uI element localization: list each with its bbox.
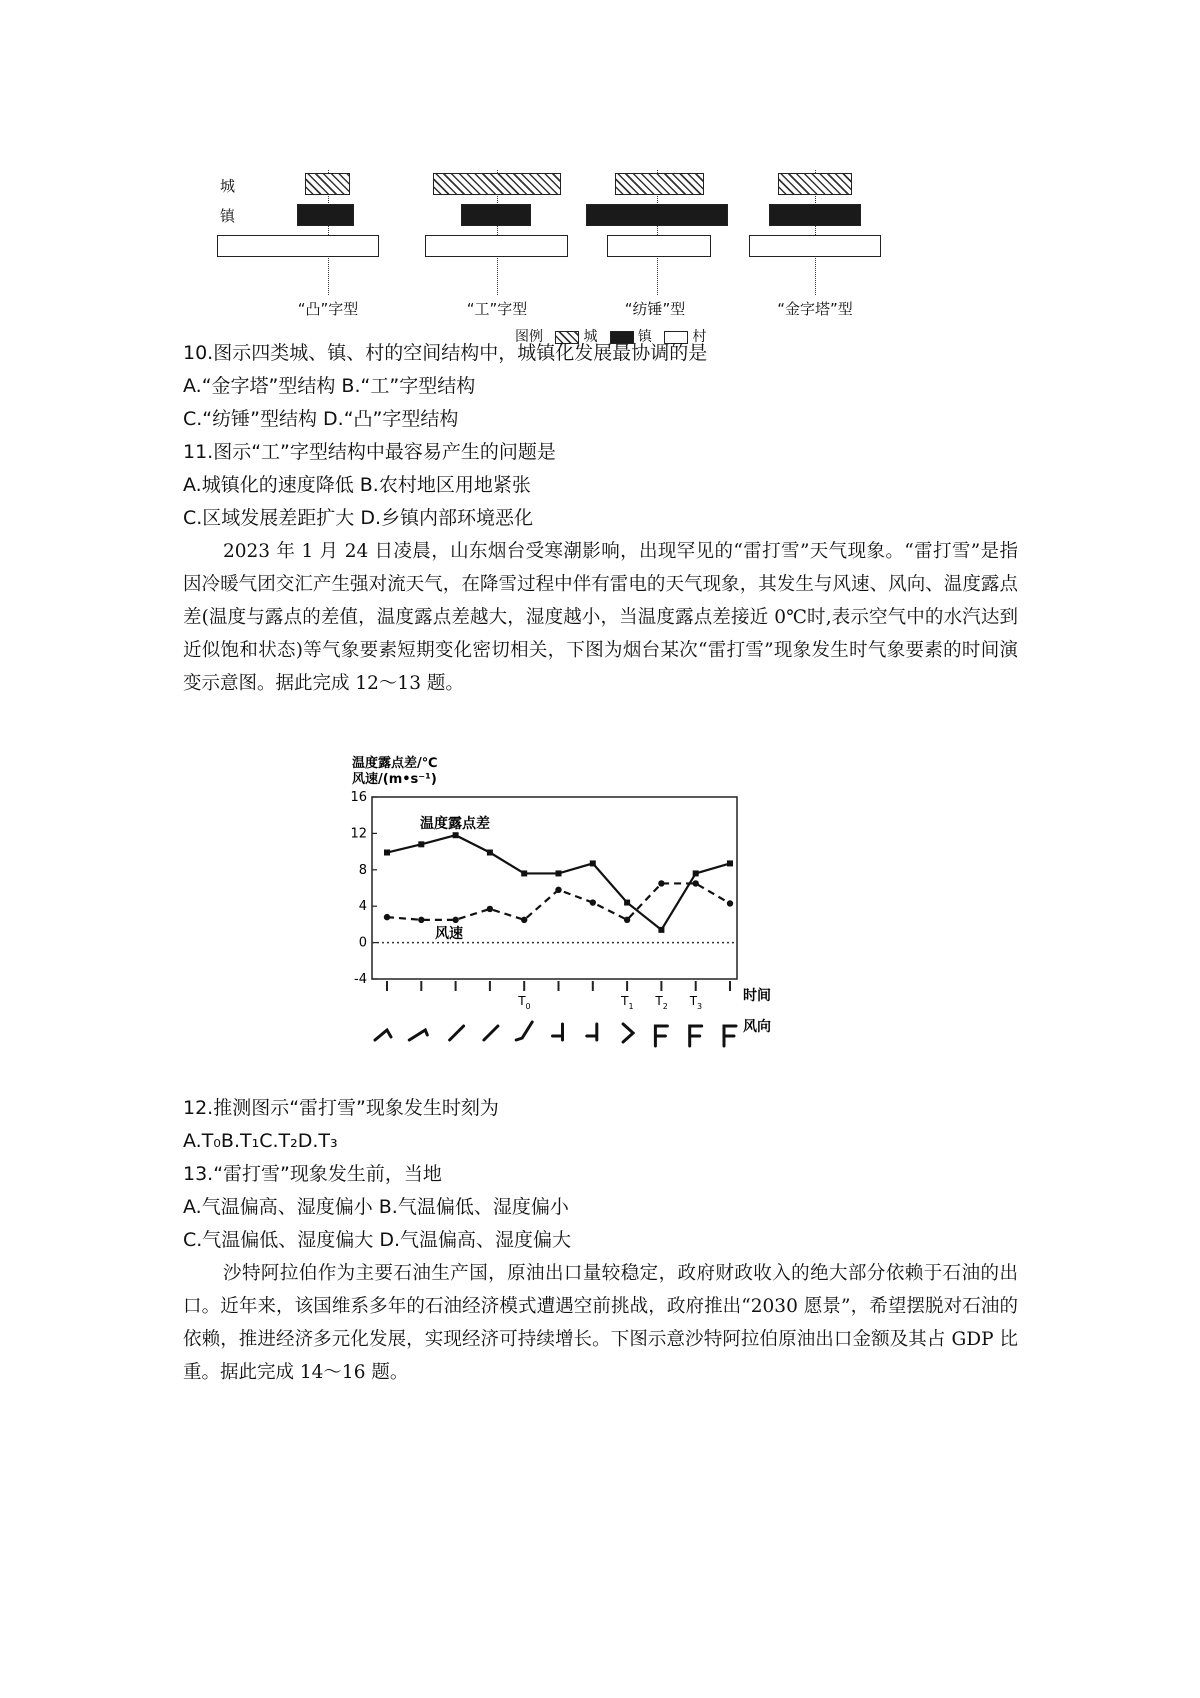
- wind-direction-label: 风向: [743, 1019, 771, 1035]
- city-bar: [433, 173, 561, 195]
- x-marker-label: $T_2$: [655, 994, 668, 1011]
- q13-options-2: C.气温偏低、湿度偏大 D.气温偏高、湿度偏大: [183, 1229, 572, 1251]
- wind-speed-point: [555, 887, 561, 893]
- dewpoint-point: [521, 870, 527, 876]
- y-tick-label: -4: [354, 972, 367, 987]
- q13-stem: 13.“雷打雪”现象发生前，当地: [183, 1163, 442, 1185]
- wind-direction-symbol: [655, 1026, 667, 1046]
- legend: 图例 城 镇 村: [515, 329, 707, 345]
- x-marker-label: $T_0$: [518, 994, 531, 1011]
- dewpoint-point: [658, 927, 664, 933]
- questions-block-2: [183, 1092, 1018, 1389]
- structure-label: “纺锤”型: [624, 300, 686, 318]
- dewpoint-point: [727, 860, 733, 866]
- structure-diagram: [220, 150, 980, 350]
- city-bar: [778, 173, 852, 195]
- wind-direction-symbols: [375, 1022, 736, 1046]
- wind-direction-symbol: [375, 1030, 391, 1040]
- q10-stem: 10.图示四类城、镇、村的空间结构中，城镇化发展最协调的是: [183, 342, 708, 364]
- village-bar: [425, 235, 568, 257]
- village-bar: [217, 235, 379, 257]
- x-marker-subscript: 1: [628, 1002, 634, 1011]
- wind-speed-point: [590, 899, 596, 905]
- wind-direction-symbol: [516, 1022, 532, 1040]
- x-marker-label: $T_3$: [689, 994, 703, 1011]
- q13-options-1: A.气温偏高、湿度偏小 B.气温偏低、湿度偏小: [183, 1196, 569, 1218]
- passage-thunder-snow: 2023 年 1 月 24 日凌晨，山东烟台受寒潮影响，出现罕见的“雷打雪”天气现象。“雷打雪”是指因冷暖气团交汇产生强对流天气，在降雪过程中伴有雷电的天气现象，其发生与风速、风向、温度露点差(温度与露点的差值，温度露点差越大，湿度越小，当温度露点差接近 0℃时,表示空气中的水汽达到近似饱和状态)等气象要素短期变化密切相关，下图为烟台某次“雷打雪”现象发生时气象要素的时间演变示意图。据此完成 12～13 题。: [183, 541, 1018, 694]
- q11-stem: 11.图示“工”字型结构中最容易产生的问题是: [183, 441, 556, 463]
- series-label-wind: 风速: [435, 926, 463, 942]
- dewpoint-point: [487, 850, 493, 856]
- dewpoint-point: [693, 870, 699, 876]
- y-tick-label: 16: [350, 790, 367, 805]
- dewpoint-point: [556, 870, 562, 876]
- wind-speed-point: [452, 917, 458, 923]
- structure-label: “金字塔”型: [777, 300, 853, 318]
- series-label-dewpoint: 温度露点差: [420, 816, 490, 832]
- row-label-town: 镇: [220, 207, 236, 225]
- q10-options-2: C.“纺锤”型结构 D.“凸”字型结构: [183, 408, 459, 430]
- dewpoint-point: [453, 832, 459, 838]
- q11-options-2: C.区域发展差距扩大 D.乡镇内部环境恶化: [183, 507, 534, 529]
- q12-stem: 12.推测图示“雷打雪”现象发生时刻为: [183, 1097, 499, 1119]
- town-bar: [586, 204, 728, 226]
- wind-direction-symbol: [587, 1024, 597, 1040]
- y-tick-label: 0: [358, 935, 367, 951]
- village-bar: [749, 235, 881, 257]
- city-bar: [615, 173, 704, 195]
- village-bar: [607, 235, 711, 257]
- structure-label: “工”字型: [466, 300, 528, 318]
- wind-speed-point: [384, 914, 390, 920]
- wind-speed-point: [693, 880, 699, 886]
- wind-speed-point: [727, 900, 733, 906]
- town-bar: [769, 204, 861, 226]
- wind-direction-symbol: [623, 1024, 633, 1042]
- wind-direction-symbol: [409, 1030, 427, 1040]
- dewpoint-point: [590, 860, 596, 866]
- dewpoint-point: [418, 841, 424, 847]
- x-axis-label: 时间: [743, 988, 771, 1004]
- row-label-city: 城: [220, 177, 236, 195]
- structure-label: “凸”字型: [297, 300, 359, 318]
- dewpoint-point: [624, 900, 630, 906]
- y-axis-label-wind: 风速/(m•s⁻¹): [352, 772, 437, 787]
- wind-direction-symbol: [484, 1026, 498, 1040]
- wind-direction-symbol: [450, 1026, 464, 1040]
- town-bar: [461, 204, 531, 226]
- y-tick-label: 12: [350, 826, 367, 842]
- weather-chart: [340, 755, 860, 1085]
- wind-speed-point: [624, 917, 630, 923]
- passage-saudi-arabia: 沙特阿拉伯作为主要石油生产国，原油出口量较稳定，政府财政收入的绝大部分依赖于石油的出口。近年来，该国维系多年的石油经济模式遭遇空前挑战，政府推出“2030 愿景”，希望摆脱对石油的依赖，推进经济多元化发展，实现经济可持续增长。下图示意沙特阿拉伯原油出口金额及其占 GDP 比重。据此完成 14～16 题。: [183, 1263, 1018, 1383]
- q11-options-1: A.城镇化的速度降低 B.农村地区用地紧张: [183, 474, 531, 496]
- q12-options: A.T₀B.T₁C.T₂D.T₃: [183, 1130, 338, 1152]
- wind-direction-symbol: [724, 1026, 736, 1046]
- questions-block-1: [183, 337, 1018, 700]
- x-marker-label: $T_1$: [621, 994, 634, 1011]
- x-marker-subscript: 2: [662, 1002, 668, 1011]
- y-tick-label: 8: [358, 862, 367, 878]
- wind-speed-point: [418, 917, 424, 923]
- town-bar: [297, 204, 354, 226]
- city-bar: [305, 173, 350, 195]
- dewpoint-point: [384, 850, 390, 856]
- x-marker-subscript: 0: [525, 1002, 531, 1011]
- wind-direction-symbol: [553, 1024, 563, 1040]
- y-axis-label-dewpoint: 温度露点差/℃: [352, 756, 438, 771]
- wind-speed-point: [487, 906, 493, 912]
- wind-speed-point: [658, 880, 664, 886]
- wind-speed-point: [521, 917, 527, 923]
- wind-direction-symbol: [690, 1026, 702, 1046]
- x-marker-subscript: 3: [697, 1002, 703, 1011]
- q10-options-1: A.“金字塔”型结构 B.“工”字型结构: [183, 375, 476, 397]
- y-tick-label: 4: [358, 899, 367, 915]
